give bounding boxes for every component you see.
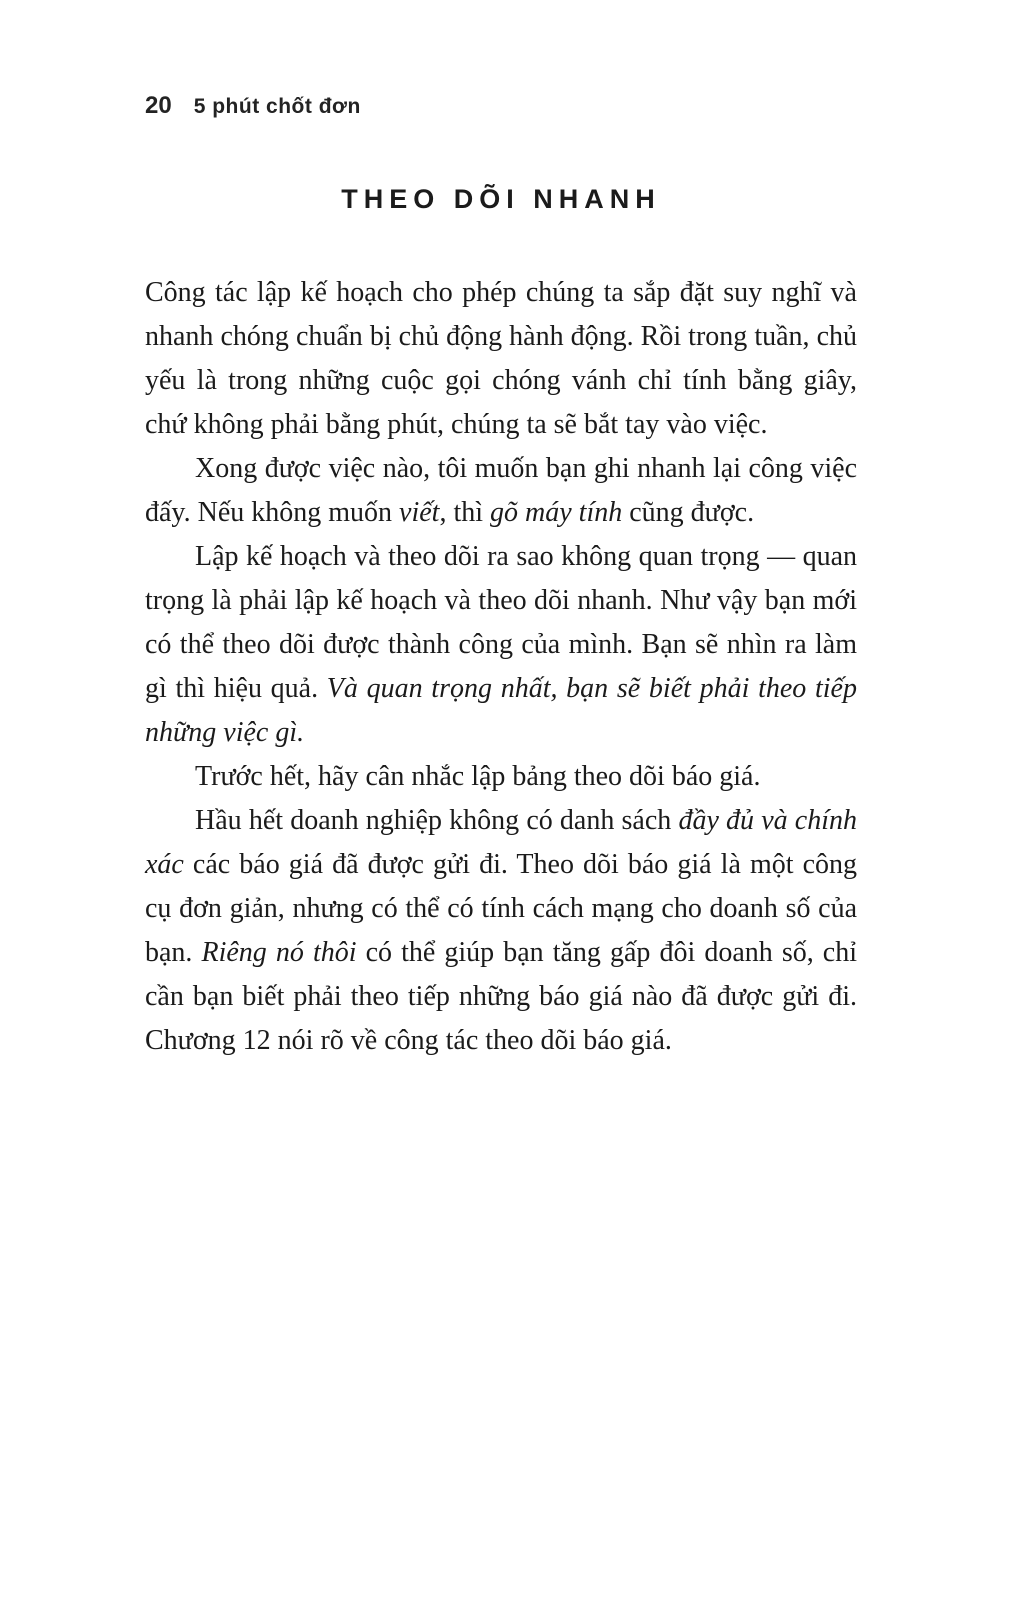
text-segment: Trước hết, hãy cân nhắc lập bảng theo dõi báo giá.	[195, 761, 761, 792]
italic-text-segment: đầy đủ và chính xác	[145, 805, 857, 880]
running-title: 5 phút chốt đơn	[193, 95, 361, 118]
paragraph	[145, 535, 857, 755]
text-segment: cũng được.	[622, 497, 755, 528]
paragraph	[145, 447, 857, 535]
text-segment: Hầu hết doanh nghiệp không có danh sách	[195, 805, 679, 836]
section-title: THEO DÕI NHANH	[341, 184, 661, 214]
text-segment: Xong được việc nào, tôi muốn bạn ghi nhanh lại công việc đấy. Nếu không muốn	[145, 453, 857, 528]
page-header	[145, 92, 857, 120]
text-segment: các báo giá đã được gửi đi. Theo dõi báo giá là một công cụ đơn giản, nhưng có thể có tính cách mạng cho doanh số của bạn.	[145, 849, 857, 968]
paragraph	[145, 799, 857, 1063]
italic-text-segment: Riêng nó thôi	[201, 937, 357, 968]
paragraph	[145, 755, 857, 799]
paragraph	[145, 271, 857, 447]
text-segment: có thể giúp bạn tăng gấp đôi doanh số, chỉ cần bạn biết phải theo tiếp những báo giá nào đã được gửi đi. Chương 12 nói rõ về công tác theo dõi báo giá.	[145, 937, 857, 1056]
text-segment: , thì	[439, 497, 491, 528]
page-content	[145, 0, 857, 1063]
italic-text-segment: gõ máy tính	[490, 497, 623, 528]
text-segment: Lập kế hoạch và theo dõi ra sao không quan trọng — quan trọng là phải lập kế hoạch và theo dõi nhanh. Như vậy bạn mới có thể theo dõi được thành công của mình. Bạn sẽ nhìn ra làm gì thì hiệu quả.	[145, 541, 857, 704]
page-number: 20	[145, 92, 172, 119]
italic-text-segment: Và quan trọng nhất, bạn sẽ biết phải theo tiếp những việc gì.	[145, 673, 857, 748]
italic-text-segment: viết	[399, 497, 440, 528]
text-segment: Công tác lập kế hoạch cho phép chúng ta sắp đặt suy nghĩ và nhanh chóng chuẩn bị chủ động hành động. Rồi trong tuần, chủ yếu là trong những cuộc gọi chóng vánh chỉ tính bằng giây, chứ không phải bằng phút, chúng ta sẽ bắt tay vào việc.	[145, 277, 857, 440]
body-text	[145, 271, 857, 1063]
